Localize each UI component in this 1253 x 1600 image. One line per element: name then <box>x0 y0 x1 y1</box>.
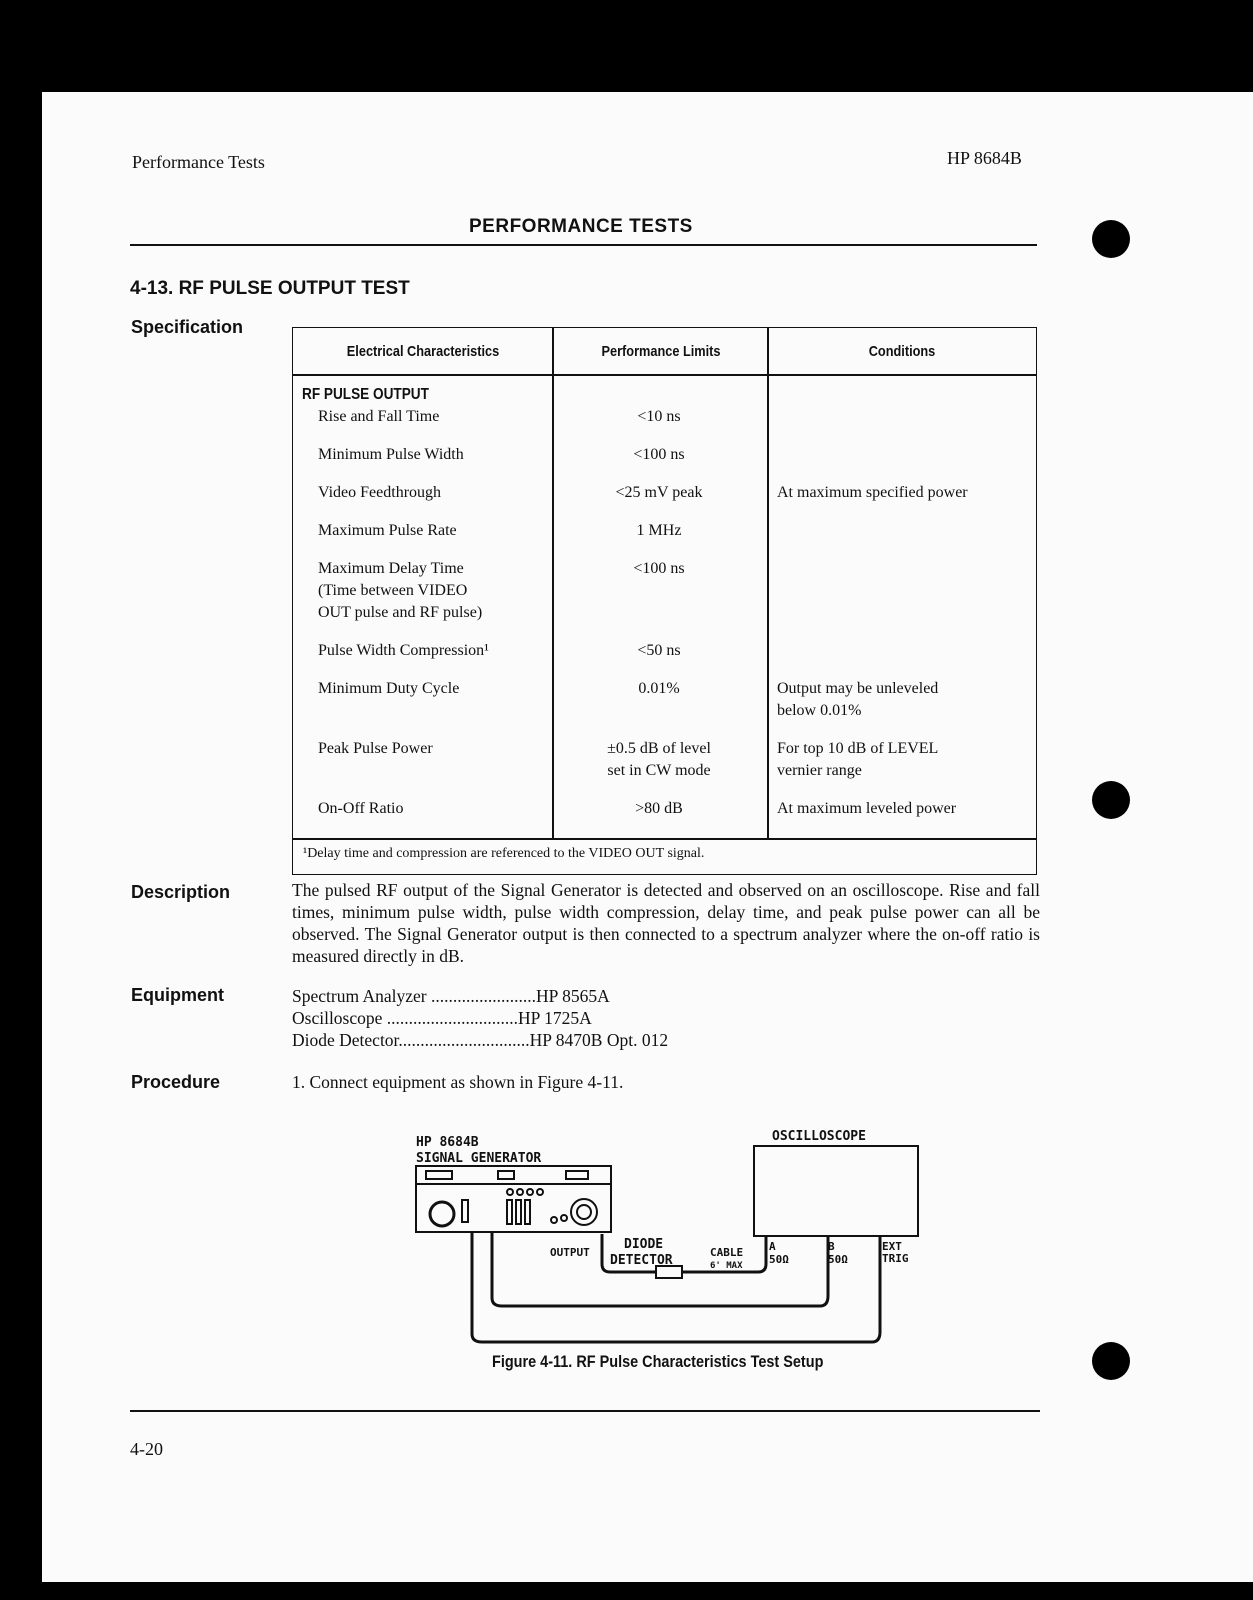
channel-b-label: B <box>828 1240 835 1253</box>
output-label: OUTPUT <box>550 1246 590 1259</box>
table-cell-limit: <25 mV peak <box>615 484 703 501</box>
label-equipment: Equipment <box>131 985 224 1005</box>
specification-table <box>292 327 1037 875</box>
equipment-list <box>292 985 668 1051</box>
binder-hole <box>1092 1342 1130 1380</box>
table-cell-condition: vernier range <box>777 762 862 779</box>
page-number: 4-20 <box>130 1439 163 1459</box>
binder-hole <box>1092 220 1130 258</box>
table-cell-condition: At maximum specified power <box>777 484 968 501</box>
top-rule <box>130 244 1037 246</box>
procedure-step: 1. Connect equipment as shown in Figure 4-11. <box>292 1072 624 1092</box>
channel-a-label: 50Ω <box>769 1253 789 1266</box>
table-cell-limit: ±0.5 dB of level <box>607 740 711 757</box>
signal-generator-drawing <box>416 1166 611 1232</box>
table-cell-limit: <100 ns <box>633 560 685 577</box>
table-cell-limit: 0.01% <box>638 680 680 697</box>
table-cell-condition: Output may be unleveled <box>777 680 939 697</box>
table-cell-characteristic: Minimum Pulse Width <box>318 446 464 463</box>
test-title: 4-13. RF PULSE OUTPUT TEST <box>130 278 410 299</box>
list-item: Oscilloscope ..............................HP 1725A <box>292 1008 592 1028</box>
table-cell-characteristic: Video Feedthrough <box>318 484 442 501</box>
table-cell-characteristic: Maximum Pulse Rate <box>318 522 457 539</box>
table-cell-condition: For top 10 dB of LEVEL <box>777 740 939 757</box>
table-cell-characteristic: Maximum Delay Time <box>318 560 464 577</box>
table-cell-limit: <100 ns <box>633 446 685 463</box>
table-cell-condition: below 0.01% <box>777 702 862 719</box>
table-cell-condition: At maximum leveled power <box>777 800 957 817</box>
bottom-rule <box>130 1410 1040 1412</box>
column-divider <box>767 328 769 838</box>
diode-label: DIODE <box>624 1237 664 1252</box>
channel-b-label: 50Ω <box>828 1253 848 1266</box>
cabling <box>472 1232 880 1342</box>
table-cell-characteristic: Rise and Fall Time <box>318 408 440 425</box>
table-cell-characteristic: Pulse Width Compression¹ <box>318 642 489 659</box>
oscilloscope-drawing <box>754 1146 918 1236</box>
table-cell-limit: 1 MHz <box>636 522 682 539</box>
footnote-divider <box>293 838 1036 840</box>
table-cell-characteristic: OUT pulse and RF pulse) <box>318 604 483 621</box>
description-text: The pulsed RF output of the Signal Generator is detected and observed on an oscilloscope. Rise and fall times, minimum pulse width, pulse width compression, delay time, and peak pulse power can all be observed. The Signal Generator output is then connected to a spectrum analyzer where the on-off ratio is measured directly in dB. <box>292 880 1040 966</box>
table-cell-characteristic: (Time between VIDEO <box>318 582 468 599</box>
table-cell-limit: set in CW mode <box>607 762 711 779</box>
label-description: Description <box>131 882 231 902</box>
channel-a-label: A <box>769 1240 776 1253</box>
table-group-heading: RF PULSE OUTPUT <box>302 386 429 403</box>
running-header-left: Performance Tests <box>132 152 265 172</box>
section-title: PERFORMANCE TESTS <box>469 216 693 237</box>
table-header-characteristics: Electrical Characteristics <box>313 328 534 375</box>
table-footnote: ¹Delay time and compression are referenced to the VIDEO OUT signal. <box>303 846 705 861</box>
oscilloscope-label: OSCILLOSCOPE <box>772 1129 866 1144</box>
table-header-conditions: Conditions <box>789 328 1015 375</box>
diode-label: DETECTOR <box>610 1253 673 1268</box>
table-cell-limit: >80 dB <box>635 800 683 817</box>
cable-label: CABLE <box>710 1246 744 1259</box>
binder-hole <box>1092 781 1130 819</box>
siggen-label: HP 8684B <box>416 1135 479 1150</box>
document-page <box>42 92 1253 1582</box>
table-cell-characteristic: Minimum Duty Cycle <box>318 680 460 697</box>
ext-trig-label: EXT <box>882 1240 902 1253</box>
table-header-limits: Performance Limits <box>569 328 753 375</box>
label-procedure: Procedure <box>131 1072 221 1092</box>
label-specification: Specification <box>131 317 244 337</box>
list-item: Spectrum Analyzer ........................HP 8565A <box>292 986 610 1006</box>
table-cell-characteristic: Peak Pulse Power <box>318 740 433 757</box>
siggen-label: SIGNAL GENERATOR <box>416 1151 542 1166</box>
table-cell-limit: <10 ns <box>637 408 681 425</box>
running-header-right: HP 8684B <box>947 148 1022 168</box>
table-cell-limit: <50 ns <box>637 642 681 659</box>
ext-trig-label: TRIG <box>882 1252 909 1265</box>
table-cell-characteristic: On-Off Ratio <box>318 800 404 817</box>
cable-label: 6' MAX <box>710 1261 743 1271</box>
figure-caption: Figure 4-11. RF Pulse Characteristics Test Setup <box>492 1352 824 1371</box>
test-setup-diagram <box>402 1124 922 1364</box>
list-item: Diode Detector..............................HP 8470B Opt. 012 <box>292 1030 669 1050</box>
